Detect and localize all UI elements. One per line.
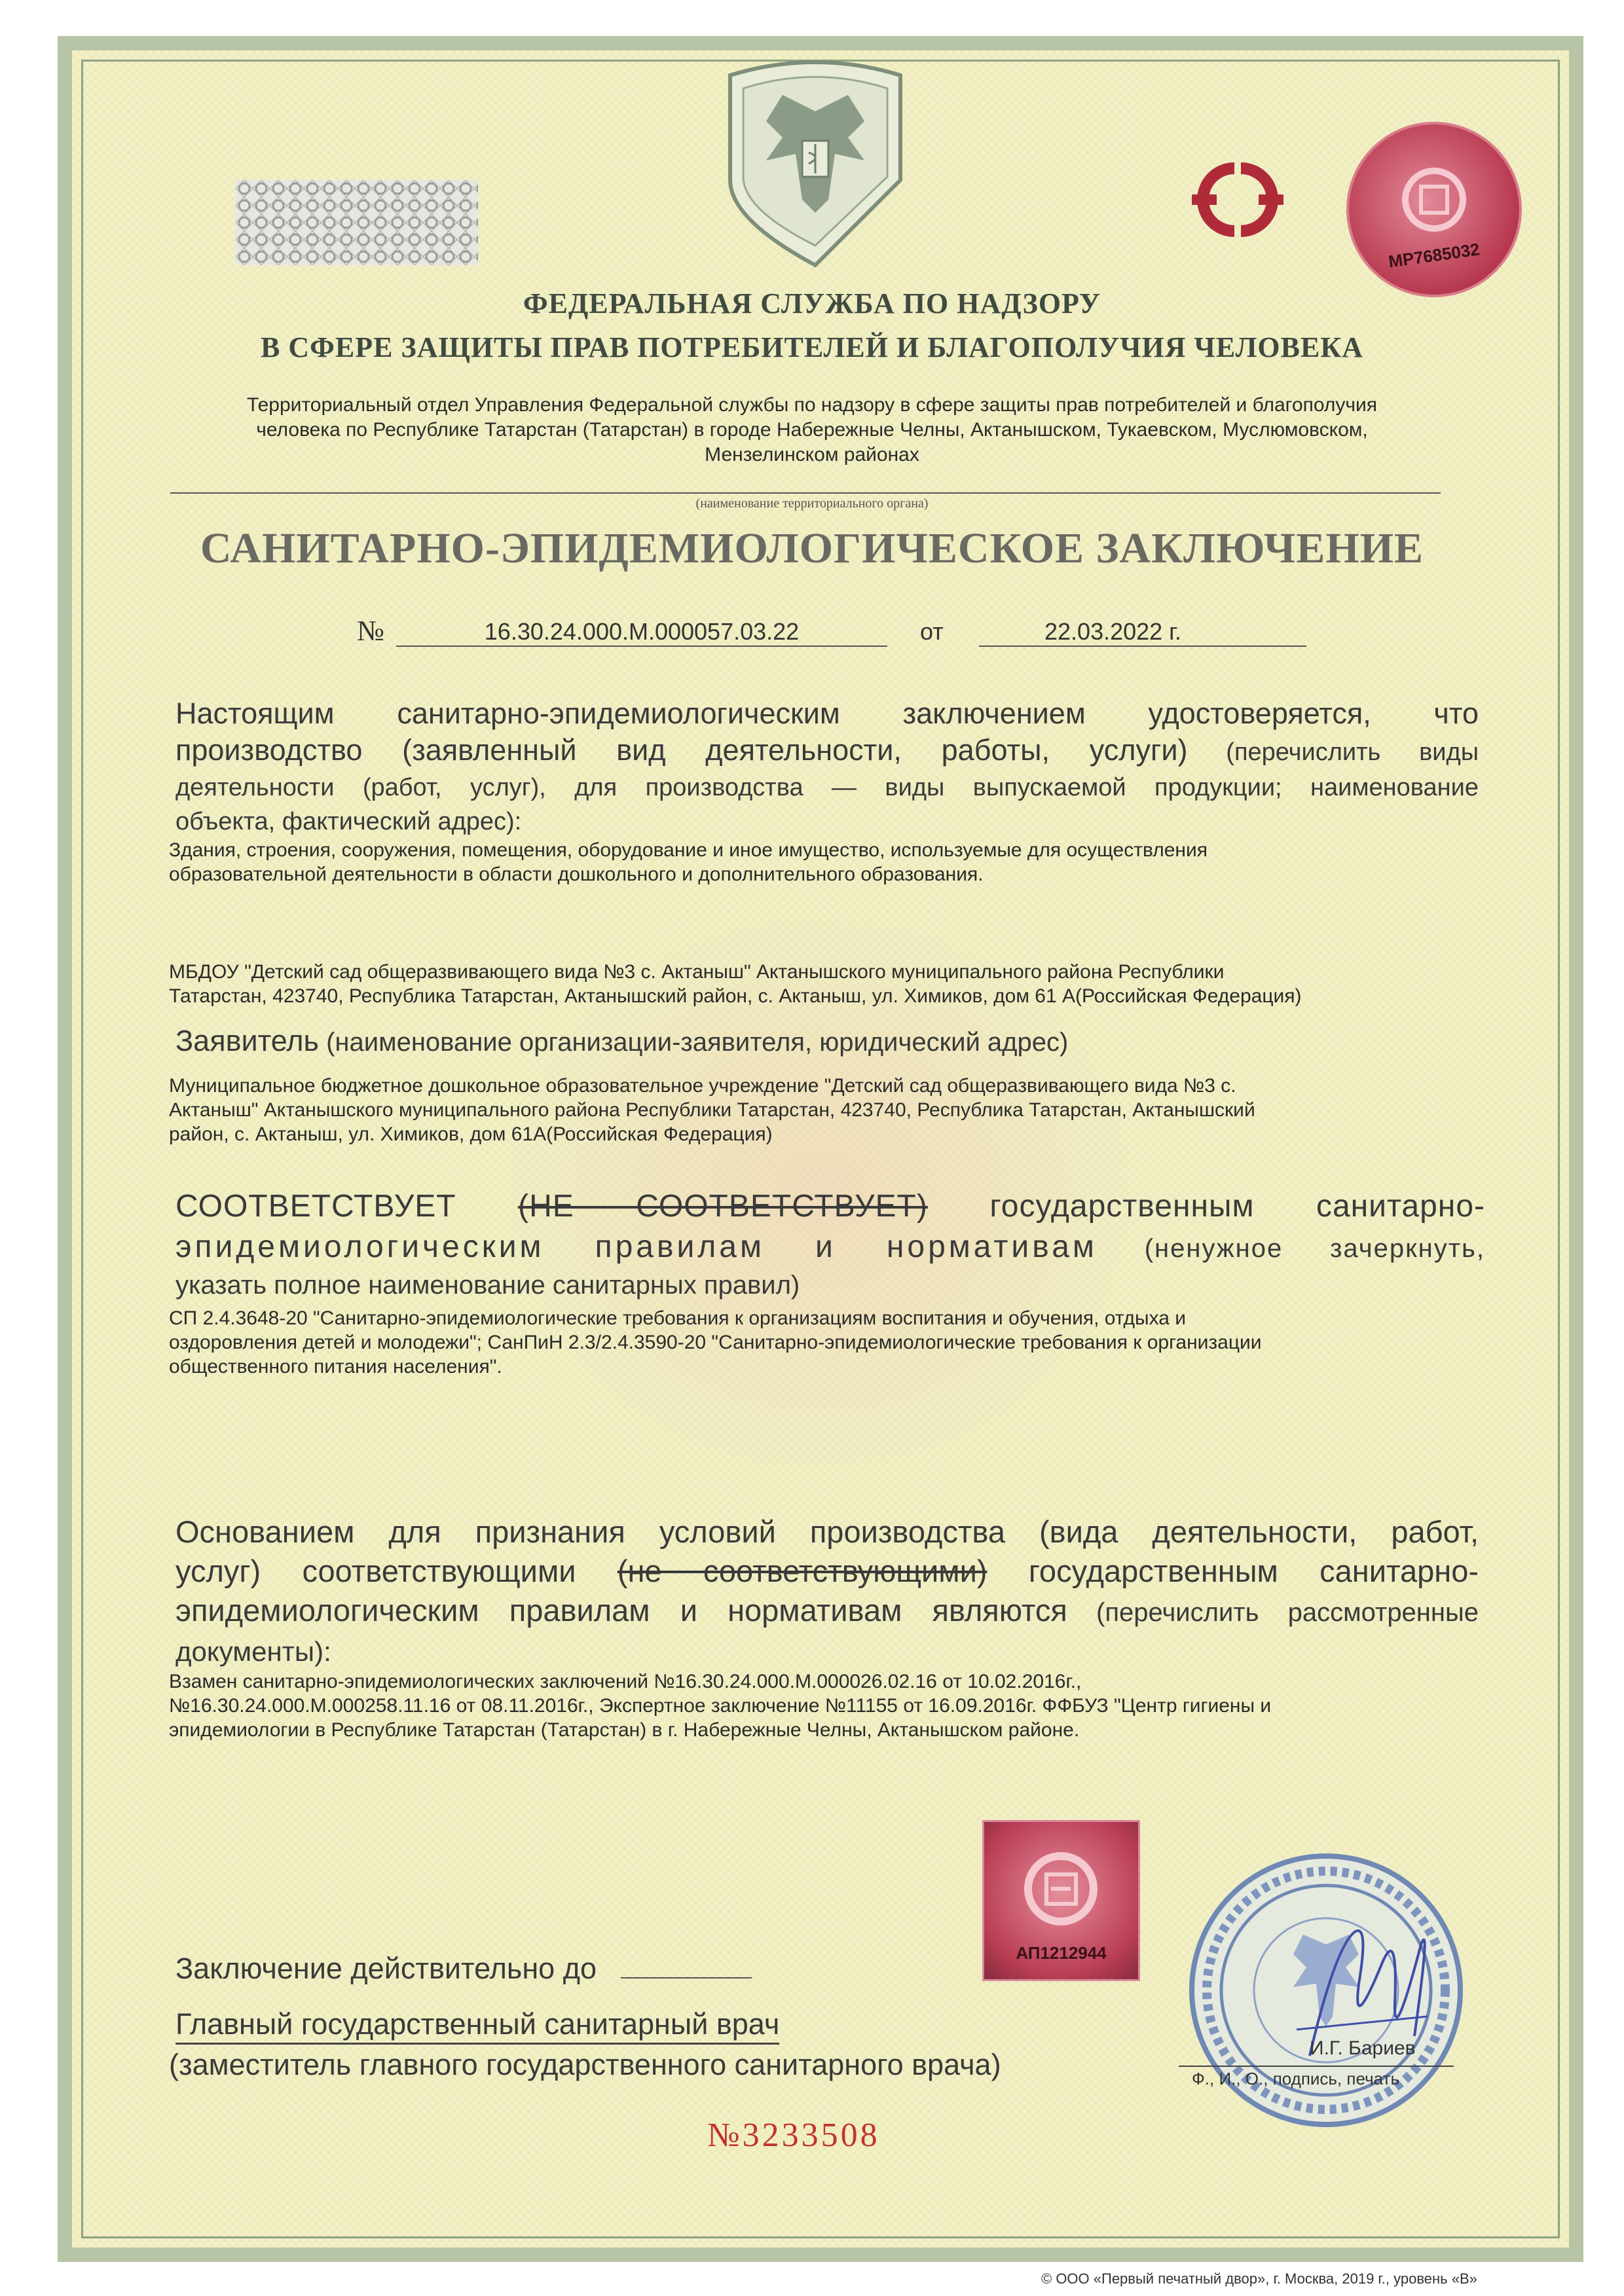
not-complies-struck: (НЕ СООТВЕТСТВУЕТ) bbox=[518, 1189, 928, 1224]
basis-paragraph bbox=[175, 1512, 1479, 1671]
from-label: от bbox=[920, 618, 944, 645]
address-line2: Татарстан, 423740, Республика Татарстан, Актанышский район, с. Актаныш, ул. Химиков, дом 61 А(Российская Федерация) bbox=[169, 985, 1302, 1007]
basis-line2 bbox=[175, 1552, 1479, 1591]
rules-line3: общественного питания населения". bbox=[169, 1356, 502, 1377]
intro-paragraph bbox=[175, 695, 1479, 839]
applicant-line1: Муниципальное бюджетное дошкольное образовательное учреждение "Детский сад общеразвивающего вида №3 с. bbox=[169, 1075, 1236, 1097]
complies-text: СООТВЕТСТВУЕТ bbox=[175, 1189, 456, 1224]
hologram-emblem-icon bbox=[1395, 160, 1473, 239]
intro-line3: деятельности (работ, услуг), для производства — виды выпускаемой продукции; наименование bbox=[175, 774, 1479, 801]
document-number: 16.30.24.000.М.000057.03.22 bbox=[484, 618, 800, 645]
intro-line1: Настоящим санитарно-эпидемиологическим заключением удостоверяется, что bbox=[175, 697, 1479, 730]
applicant-details bbox=[169, 1074, 1479, 1146]
basis-line2-struck: (не соответствующими) bbox=[617, 1554, 987, 1588]
object-line2: образовательной деятельности в области дошкольного и дополнительного образования. bbox=[169, 864, 984, 885]
hologram-code-top: МР7685032 bbox=[1387, 239, 1481, 272]
hologram-sticker-bottom bbox=[982, 1820, 1140, 1981]
territorial-line1: Территориальный отдел Управления Федеральной службы по надзору в сфере защиты прав потребителей и благополучия bbox=[246, 394, 1378, 416]
basis-documents bbox=[169, 1669, 1511, 1742]
applicant-line2: Актаныш" Актанышского муниципального района Республики Татарстан, 423740, Республика Татарстан, Актанышский bbox=[169, 1099, 1255, 1121]
emblem-icon bbox=[704, 49, 927, 272]
rules-line2: оздоровления детей и молодежи"; СанПиН 2.3/2.4.3590-20 "Санитарно-эпидемиологические требования к организации bbox=[169, 1332, 1262, 1353]
applicant-label bbox=[175, 1023, 1485, 1061]
number-field bbox=[396, 618, 887, 647]
rules-list bbox=[169, 1306, 1511, 1379]
conformity-line2 bbox=[175, 1227, 1485, 1269]
basis-line2-end: государственным санитарно- bbox=[987, 1554, 1479, 1588]
conformity-mark-icon bbox=[1172, 154, 1303, 246]
object-line1: Здания, строения, сооружения, помещения, оборудование и иное имущество, используемые для осуществления bbox=[169, 839, 1208, 861]
basis-line3 bbox=[175, 1591, 1479, 1632]
territorial-underline bbox=[170, 492, 1441, 494]
validity-label: Заключение действительно до bbox=[175, 1952, 597, 1985]
hologram-bottom-emblem-icon bbox=[1017, 1845, 1105, 1933]
territorial-caption: (наименование территориального органа) bbox=[695, 496, 929, 511]
applicant-line3: район, с. Актаныш, ул. Химиков, дом 61А(Российская Федерация) bbox=[169, 1123, 773, 1145]
document-date: 22.03.2022 г. bbox=[1044, 618, 1181, 645]
document-title: САНИТАРНО-ЭПИДЕМИОЛОГИЧЕСКОЕ ЗАКЛЮЧЕНИЕ bbox=[200, 524, 1424, 572]
object-address bbox=[169, 960, 1511, 1008]
basis-doc-line3: эпидемиологии в Республике Татарстан (Татарстан) в г. Набережные Челны, Актанышском районе. bbox=[169, 1719, 1080, 1741]
date-field bbox=[979, 618, 1306, 647]
conformity-rest: государственным санитарно- bbox=[927, 1189, 1485, 1224]
basis-doc-line2: №16.30.24.000.М.000258.11.16 от 08.11.2016г., Экспертное заключение №11155 от 16.09.2016г. ФФБУЗ "Центр гигиены и bbox=[169, 1695, 1272, 1717]
conformity-line3: указать полное наименование санитарных правил) bbox=[175, 1271, 800, 1300]
signatory-name: И.Г. Бариев bbox=[1310, 2037, 1416, 2059]
object-description bbox=[169, 838, 1413, 886]
hologram-code-bottom: АП1212944 bbox=[1016, 1943, 1107, 1963]
security-pattern-icon bbox=[236, 180, 478, 265]
basis-line4: документы): bbox=[175, 1636, 331, 1667]
footer-imprint: © ООО «Первый печатный двор», г. Москва, 2019 г., уровень «В» bbox=[1041, 2270, 1477, 2287]
signature-line bbox=[1179, 2066, 1454, 2067]
conformity-line2-main: эпидемиологическим правилам и нормативам bbox=[175, 1230, 1098, 1264]
territorial-dept bbox=[118, 393, 1506, 467]
basis-line1: Основанием для признания условий производства (вида деятельности, работ, bbox=[175, 1514, 1479, 1549]
agency-title-line2: В СФЕРЕ ЗАЩИТЫ ПРАВ ПОТРЕБИТЕЛЕЙ И БЛАГОПОЛУЧИЯ ЧЕЛОВЕКА bbox=[261, 331, 1363, 363]
number-sign: № bbox=[357, 615, 384, 647]
serial-number: №3233508 bbox=[707, 2117, 880, 2154]
agency-title-line1: ФЕДЕРАЛЬНАЯ СЛУЖБА ПО НАДЗОРУ bbox=[523, 287, 1101, 319]
conformity-line2-note: (ненужное зачеркнуть, bbox=[1097, 1234, 1485, 1263]
territorial-line3: Мензелинском районах bbox=[705, 444, 919, 465]
applicant-label-main: Заявитель bbox=[175, 1024, 319, 1057]
intro-line4: объекта, фактический адрес): bbox=[175, 808, 522, 835]
conformity-line1 bbox=[175, 1186, 1485, 1227]
basis-doc-line1: Взамен санитарно-эпидемиологических заключений №16.30.24.000.М.000026.02.16 от 10.02.2016г., bbox=[169, 1671, 1082, 1692]
signatory-caption: Ф., И., О., подпись, печать bbox=[1192, 2069, 1399, 2088]
intro-line2-main: производство (заявленный вид деятельности, работы, услуги) bbox=[175, 733, 1188, 767]
number-row bbox=[357, 614, 1306, 653]
validity-date-field bbox=[621, 1951, 752, 1978]
conformity-statement bbox=[175, 1186, 1485, 1302]
hologram-sticker-top bbox=[1349, 124, 1519, 295]
signatory-deputy: (заместитель главного государственного санитарного врача) bbox=[169, 2048, 1001, 2081]
intro-line2 bbox=[175, 732, 1479, 771]
applicant-label-note: (наименование организации-заявителя, юридический адрес) bbox=[318, 1028, 1069, 1057]
validity-row bbox=[175, 1951, 830, 1986]
address-line1: МБДОУ "Детский сад общеразвивающего вида №3 с. Актаныш" Актанышского муниципального района Республики bbox=[169, 961, 1225, 983]
basis-line3-note: (перечислить рассмотренные bbox=[1067, 1598, 1479, 1627]
intro-line2-note: (перечислить виды bbox=[1187, 738, 1479, 766]
territorial-line2: человека по Республике Татарстан (Татарстан) в городе Набережные Челны, Актанышском, Тукаевском, Муслюмовском, bbox=[256, 419, 1368, 441]
rules-line1: СП 2.4.3648-20 "Санитарно-эпидемиологические требования к организациям воспитания и обучения, отдыха и bbox=[169, 1307, 1187, 1329]
basis-line2-start: услуг) соответствующими bbox=[175, 1554, 618, 1588]
signatory-title: Главный государственный санитарный врач bbox=[175, 2007, 779, 2045]
basis-line3-main: эпидемиологическим правилам и нормативам являются bbox=[175, 1593, 1067, 1628]
